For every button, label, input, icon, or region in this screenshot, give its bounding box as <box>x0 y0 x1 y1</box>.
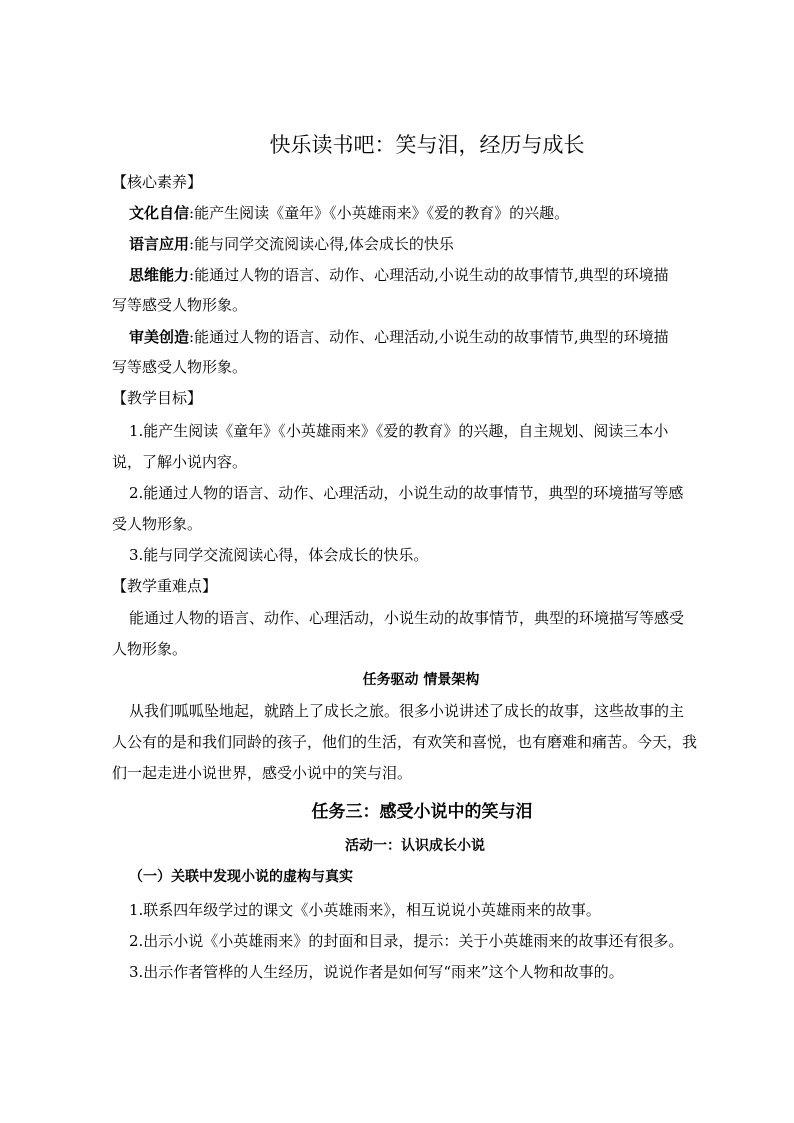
core-item-text: :能产生阅读《童年》《小英雄雨来》《爱的教育》的兴趣。 <box>189 204 570 222</box>
core-item-continuation: 写等感受人物形象。 <box>112 358 248 376</box>
core-item-label: 语言应用 <box>129 235 190 253</box>
activity-heading: 活动一：认识成长小说 <box>345 838 485 854</box>
goal-item: 3.能与同学交流阅读心得，体会成长的快乐。 <box>129 546 429 564</box>
goal-item: 2.能通过人物的语言、动作、心理活动，小说生动的故事情节，典型的环境描写等感 <box>129 484 684 502</box>
core-item-label: 文化自信 <box>129 204 190 222</box>
task3-step: 1.联系四年级学过的课文《小英雄雨来》，相互说说小英雄雨来的故事。 <box>129 901 601 919</box>
key-text: 能通过人物的语言、动作、心理活动，小说生动的故事情节，典型的环境描写等感受 <box>129 609 685 627</box>
core-item-thinking <box>129 265 669 285</box>
core-item-language <box>129 234 454 254</box>
task-drive-text: 人公有的是和我们同龄的孩子，他们的生活，有欢笑和喜悦，也有磨难和痛苦。今天，我 <box>112 733 698 751</box>
core-item-text: :能通过人物的语言、动作、心理活动,小说生动的故事情节,典型的环境描 <box>189 328 669 346</box>
core-item-text: :能通过人物的语言、动作、心理活动,小说生动的故事情节,典型的环境描 <box>189 266 669 284</box>
section-heading: （一）关联中发现小说的虚构与真实 <box>129 869 353 885</box>
core-item-label: 审美创造 <box>129 328 190 346</box>
goals-heading: 【教学目标】 <box>112 389 203 407</box>
goal-item: 1.能产生阅读《童年》《小英雄雨来》《爱的教育》的兴趣，自主规划、阅读三本小 <box>129 422 669 440</box>
core-item-text: :能与同学交流阅读心得,体会成长的快乐 <box>189 235 454 253</box>
document-title: 快乐读书吧：笑与泪，经历与成长 <box>269 133 585 157</box>
goal-item-continuation: 说，了解小说内容。 <box>112 453 248 471</box>
goal-item-continuation: 受人物形象。 <box>112 515 203 533</box>
key-text-continuation: 人物形象。 <box>112 640 188 658</box>
core-item-label: 思维能力 <box>129 266 190 284</box>
core-item-continuation: 写等感受人物形象。 <box>112 296 248 314</box>
core-item-culture <box>129 203 569 223</box>
key-heading: 【教学重难点】 <box>112 577 218 595</box>
task3-heading: 任务三：感受小说中的笑与泪 <box>311 802 533 822</box>
task-drive-text: 从我们呱呱坠地起，就踏上了成长之旅。很多小说讲述了成长的故事，这些故事的主 <box>129 702 685 720</box>
task3-step: 2.出示小说《小英雄雨来》的封面和目录，提示：关于小英雄雨来的故事还有很多。 <box>129 932 684 950</box>
core-item-aesthetic <box>129 327 669 347</box>
task-drive-text: 们一起走进小说世界，感受小说中的笑与泪。 <box>112 764 413 782</box>
task3-step: 3.出示作者管桦的人生经历，说说作者是如何写“雨来”这个人物和故事的。 <box>129 963 624 981</box>
core-heading: 【核心素养】 <box>112 173 203 191</box>
task-drive-heading: 任务驱动 情景架构 <box>362 672 480 688</box>
